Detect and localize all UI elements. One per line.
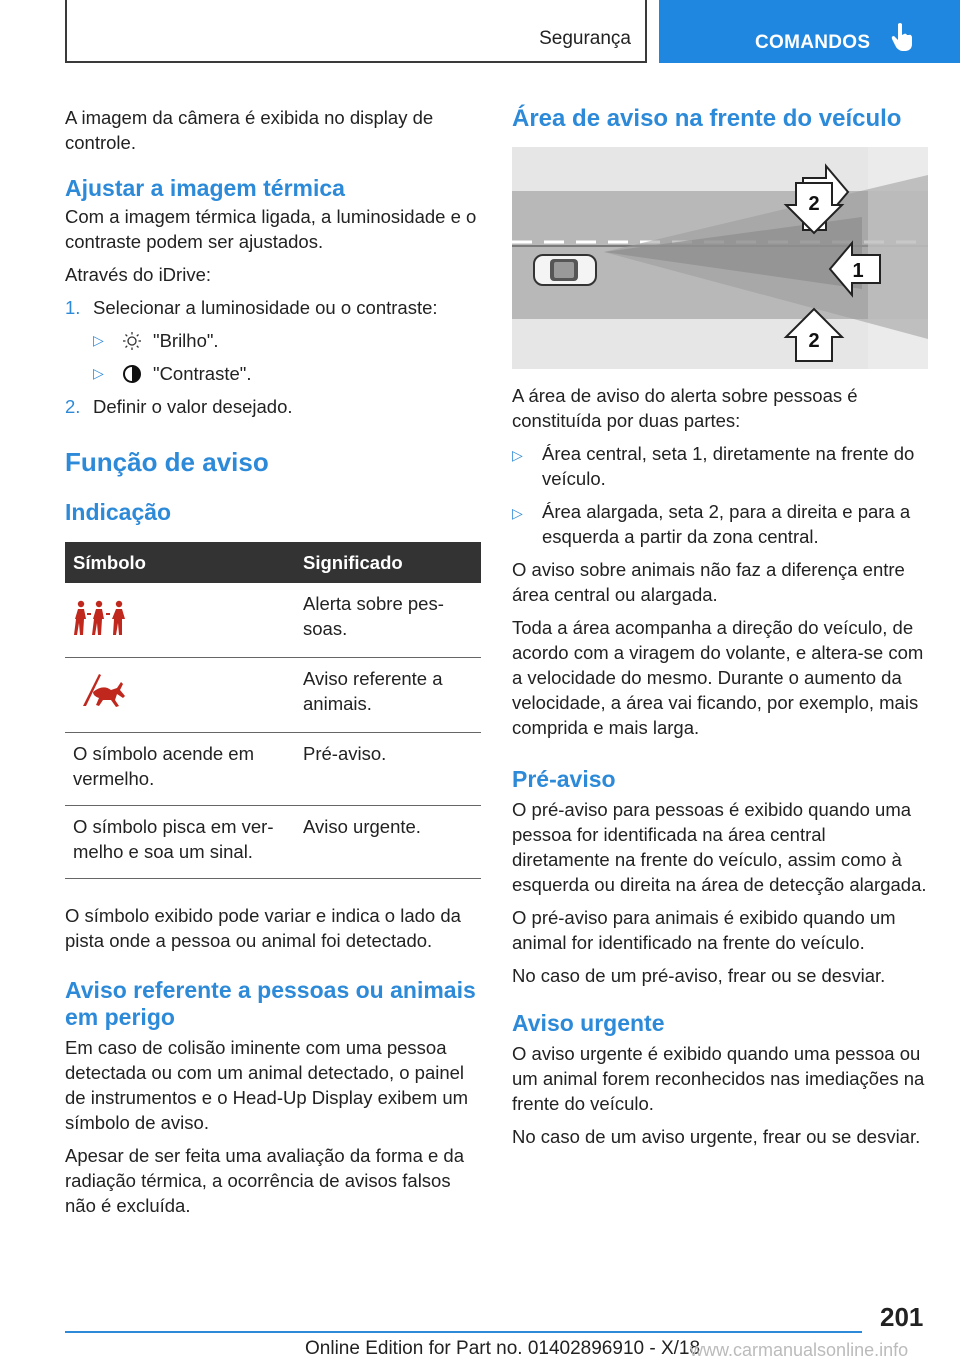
heading-pre-warning: Pré-aviso — [512, 766, 616, 792]
table-cell-symbol: O símbolo acende em vermelho. — [65, 733, 295, 806]
heading-function: Função de aviso — [65, 447, 269, 477]
sub-item-contrast-label: "Contraste". — [153, 363, 252, 384]
table-cell-meaning: Aviso referente a animais. — [295, 658, 481, 733]
table-header-row — [65, 542, 481, 583]
diagram-label-1: 1 — [852, 260, 864, 282]
bullet-extended — [512, 499, 928, 549]
adjust-text: Com a imagem térmica ligada, a luminosidade e o contraste podem ser ajustados. — [65, 206, 477, 252]
table-cell-meaning: Aviso urgente. — [295, 806, 481, 879]
follow-text: Toda a área acompanha a direção do veículo, de acordo com a viragem do volante, e altera-se com a velocidade do mesmo. Durante o aumento da velocidade, a área vai ficando, por exemplo, mais comprida e mais larga. — [512, 617, 924, 738]
step-2-text: Definir o valor desejado. — [93, 396, 293, 417]
pre-warning-text-2: O pré-aviso para animais é exibido quando um animal for identificado na frente do veículo. — [512, 907, 896, 953]
bullet-extended-text: Área alargada, seta 2, para a direita e para a esquerda a partir da zona central. — [542, 501, 911, 547]
bullet-triangle-icon: ▷ — [512, 505, 523, 521]
edition-text: Online Edition for Part no. 01402896910 - X/18 — [305, 1338, 701, 1359]
table-cell-symbol — [65, 583, 295, 658]
danger-text: Em caso de colisão iminente com uma pessoa detectada ou com um animal detectado, o painel de instrumentos e o Head-Up Display exibem um símbolo de aviso. — [65, 1037, 469, 1133]
table-row — [65, 806, 481, 879]
table-row — [65, 658, 481, 733]
diagram-label-2-top: 2 — [808, 193, 820, 215]
heading-urgent: Aviso urgente — [512, 1010, 665, 1036]
step-2 — [65, 394, 485, 419]
symbol-text: O símbolo exibido pode variar e indica o lado da pista onde a pessoa ou animal foi detectado. — [65, 905, 461, 951]
table-cell-symbol: O símbolo pisca em ver-melho e soa um sinal. — [65, 806, 295, 879]
warning-area-diagram — [512, 147, 928, 369]
bullet-triangle-icon: ▷ — [93, 365, 104, 381]
left-column — [65, 105, 485, 1226]
header-box — [65, 0, 647, 63]
bullet-central — [512, 441, 928, 491]
area-text: A área de aviso do alerta sobre pessoas é constituída por duas partes: — [512, 385, 858, 431]
animals-text: O aviso sobre animais não faz a diferença entre área central ou alargada. — [512, 559, 905, 605]
table-row — [65, 733, 481, 806]
step-2-number: 2. — [65, 396, 81, 417]
table-cell-symbol — [65, 658, 295, 733]
step-1-number: 1. — [65, 297, 81, 318]
table-cell-meaning: Alerta sobre pes-soas. — [295, 583, 481, 658]
sub-item-contrast[interactable] — [93, 361, 485, 386]
footer-divider — [65, 1331, 862, 1333]
bullet-central-text: Área central, seta 1, diretamente na frente do veículo. — [542, 443, 915, 489]
pre-warning-text-3: No caso de um pré-aviso, frear ou se desviar. — [512, 965, 886, 986]
bullet-triangle-icon: ▷ — [512, 447, 523, 463]
section-title: Segurança — [539, 28, 631, 49]
table-cell-meaning: Pré-aviso. — [295, 733, 481, 806]
heading-adjust: Ajustar a imagem térmica — [65, 175, 345, 201]
thermal-text: Apesar de ser feita uma avaliação da forma e da radiação térmica, a ocorrência de avisos falsos não é excluída. — [65, 1145, 465, 1216]
idrive-text: Através do iDrive: — [65, 264, 211, 285]
heading-danger: Aviso referente a pessoas ou animais em perigo — [65, 977, 476, 1030]
chapter-tab[interactable] — [659, 0, 960, 63]
symbol-table — [65, 542, 481, 879]
animal-warning-icon — [73, 670, 129, 710]
sub-item-brightness[interactable] — [93, 328, 485, 353]
intro-text: A imagem da câmera é exibida no display de controle. — [65, 107, 434, 153]
page-number: 201 — [880, 1302, 924, 1332]
table-header-meaning: Significado — [295, 542, 481, 583]
pointing-hand-icon — [891, 22, 915, 52]
table-row — [65, 583, 481, 658]
heading-area: Área de aviso na frente do veículo — [512, 105, 902, 132]
chapter-tab-label: COMANDOS — [755, 32, 871, 53]
table-header-symbol: Símbolo — [65, 542, 295, 583]
brightness-icon — [119, 331, 145, 351]
right-column — [512, 105, 928, 1157]
sub-item-brightness-label: "Brilho". — [153, 330, 219, 351]
contrast-icon — [119, 364, 145, 384]
diagram-label-2-bottom: 2 — [808, 330, 820, 352]
urgent-text-1: O aviso urgente é exibido quando uma pessoa ou um animal forem reconhecidos nas imediações na frente do veículo. — [512, 1043, 925, 1114]
step-1-text: Selecionar a luminosidade ou o contraste: — [93, 297, 438, 318]
step-1 — [65, 295, 485, 320]
pre-warning-text-1: O pré-aviso para pessoas é exibido quando uma pessoa for identificada na área central diretamente na frente do veículo, assim como à esquerda ou direita na área de detecção alargada. — [512, 799, 927, 895]
watermark: www.carmanualsonline.info — [690, 1340, 909, 1360]
heading-indication: Indicação — [65, 499, 172, 525]
urgent-text-2: No caso de um aviso urgente, frear ou se desviar. — [512, 1126, 921, 1147]
car-icon — [534, 255, 596, 285]
pedestrian-warning-icon — [73, 597, 129, 637]
bullet-triangle-icon: ▷ — [93, 332, 104, 348]
